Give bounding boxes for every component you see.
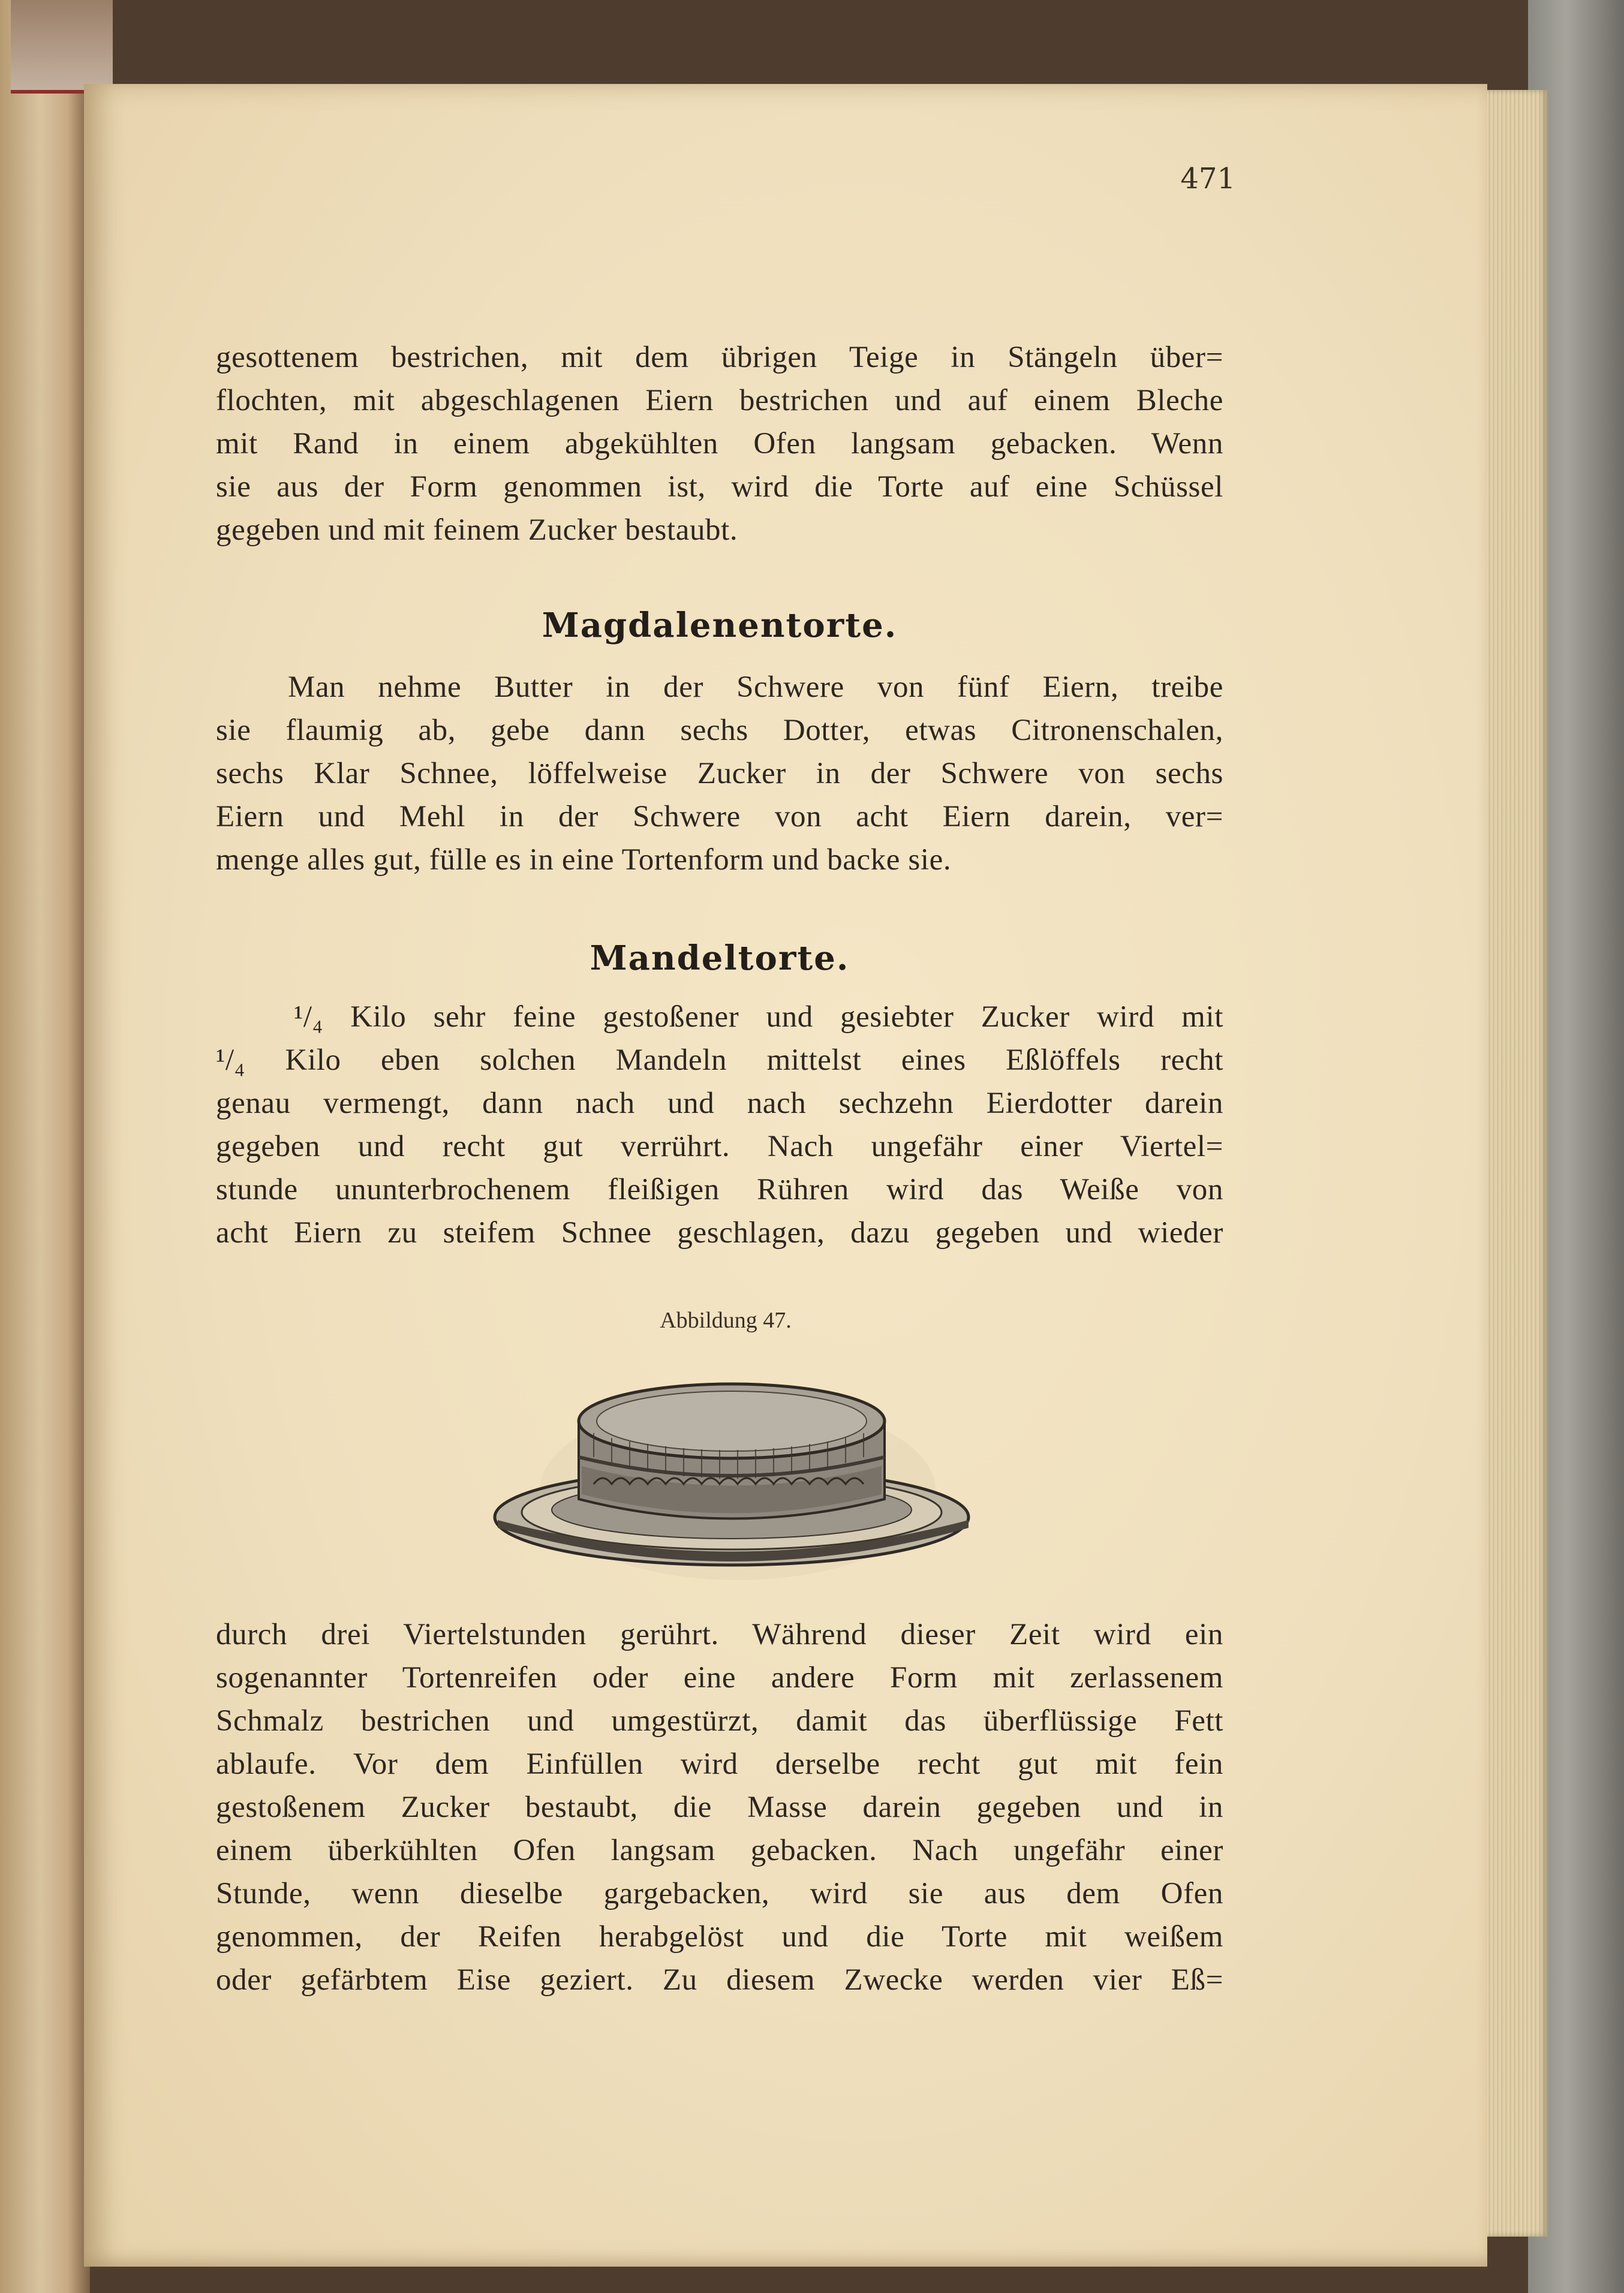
paragraph-magdalenentorte bbox=[216, 666, 1223, 881]
recipe-heading-magdalenentorte: Magdalenentorte. bbox=[542, 606, 898, 645]
recipe-heading-mandeltorte: Mandeltorte. bbox=[590, 938, 850, 978]
text-line: stunde ununterbrochenem fleißigen Rühren wird das Weiße von bbox=[216, 1173, 1223, 1206]
text-line: sie aus der Form genommen ist, wird die Torte auf eine Schüssel bbox=[216, 470, 1223, 504]
text-line: menge alles gut, fülle es in eine Tortenform und backe sie. bbox=[216, 843, 952, 877]
text-line: flochten, mit abgeschlagenen Eiern bestrichen und auf einem Bleche bbox=[216, 384, 1223, 417]
text-line: gegeben und mit feinem Zucker bestaubt. bbox=[216, 513, 738, 547]
text-line: mit Rand in einem abgekühlten Ofen langsam gebacken. Wenn bbox=[216, 427, 1223, 461]
page-edges bbox=[1481, 90, 1547, 2237]
text-line: genau vermengt, dann nach und nach sechzehn Eierdotter darein bbox=[216, 1087, 1223, 1120]
text-line: einem überkühlten Ofen langsam gebacken. Nach ungefähr einer bbox=[216, 1834, 1223, 1867]
bookmark-ribbon bbox=[11, 0, 113, 94]
paragraph-mandeltorte-continued bbox=[216, 1613, 1223, 2002]
text-line: gegeben und recht gut verrührt. Nach ungefähr einer Viertel= bbox=[216, 1130, 1223, 1163]
paragraph-continuation bbox=[216, 336, 1223, 552]
figure-caption: Abbildung 47. bbox=[660, 1308, 792, 1333]
text-line: Stunde, wenn dieselbe gargebacken, wird sie aus dem Ofen bbox=[216, 1877, 1223, 1910]
page-number: 471 bbox=[1180, 162, 1235, 195]
text-line: ¹/₄ Kilo eben solchen Mandeln mittelst eines Eßlöffels recht bbox=[216, 1043, 1223, 1077]
text-line: genommen, der Reifen herabgelöst und die Torte mit weißem bbox=[216, 1920, 1223, 1954]
text-line: gestoßenem Zucker bestaubt, die Masse darein gegeben und in bbox=[216, 1791, 1223, 1824]
left-page-edge bbox=[0, 0, 90, 2293]
text-line: ¹/₄ Kilo sehr feine gestoßener und gesiebter Zucker wird mit bbox=[294, 1000, 1223, 1034]
text-line: oder gefärbtem Eise geziert. Zu diesem Zwecke werden vier Eß= bbox=[216, 1963, 1223, 1997]
text-line: sogenannter Tortenreifen oder eine andere Form mit zerlassenem bbox=[216, 1661, 1223, 1695]
text-line: sie flaumig ab, gebe dann sechs Dotter, etwas Citronenschalen, bbox=[216, 714, 1223, 747]
cake-illustration bbox=[492, 1337, 984, 1589]
text-line: sechs Klar Schnee, löffelweise Zucker in der Schwere von sechs bbox=[216, 757, 1223, 790]
text-line: Man nehme Butter in der Schwere von fünf Eiern, treibe bbox=[288, 670, 1223, 704]
paragraph-mandeltorte bbox=[216, 995, 1223, 1254]
text-line: durch drei Viertelstunden gerührt. Während dieser Zeit wird ein bbox=[216, 1618, 1223, 1651]
text-line: ablaufe. Vor dem Einfüllen wird derselbe recht gut mit fein bbox=[216, 1747, 1223, 1781]
text-line: acht Eiern zu steifem Schnee geschlagen, dazu gegeben und wieder bbox=[216, 1216, 1223, 1250]
text-line: Schmalz bestrichen und umgestürzt, damit das überflüssige Fett bbox=[216, 1704, 1223, 1738]
text-line: gesottenem bestrichen, mit dem übrigen Teige in Stängeln über= bbox=[216, 341, 1223, 374]
text-line: Eiern und Mehl in der Schwere von acht Eiern darein, ver= bbox=[216, 800, 1223, 833]
